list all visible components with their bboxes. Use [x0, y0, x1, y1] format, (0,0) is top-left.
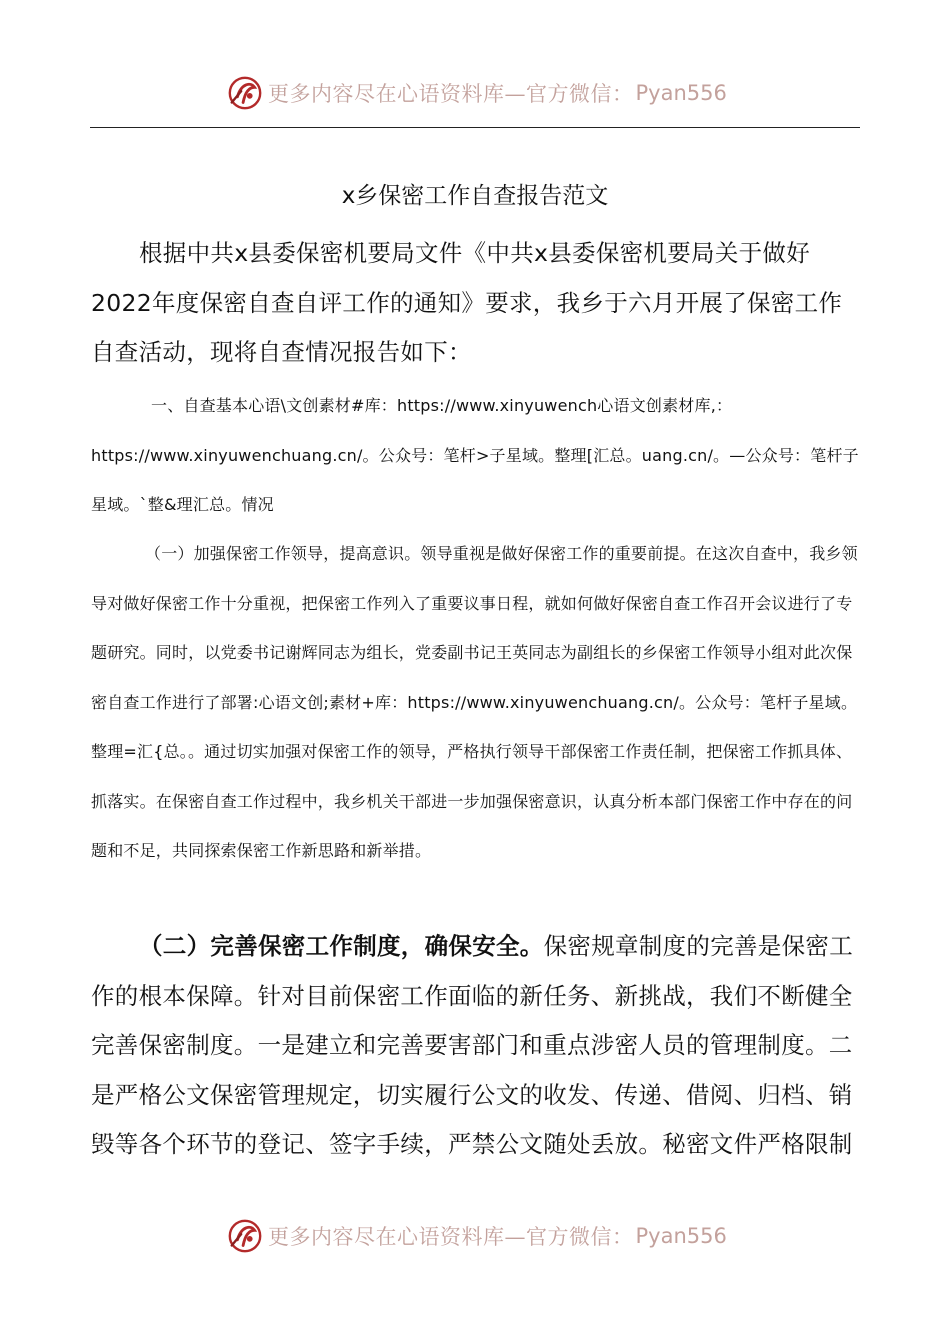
- brand-logo-icon: [226, 74, 264, 112]
- section-one-paragraph: 一、自查基本心语\文创素材#库：https://www.xinyuwench心语文创素材库,：https://www.xinyuwenchuang.cn/。公众号：笔杆>子星域。整理[汇总。uang.cn/。—公众号：笔杆子星域。`整&理汇总。情况: [91, 396, 859, 514]
- brand-logo-icon: [226, 1217, 264, 1255]
- subsection-two-paragraph: [91, 922, 861, 1170]
- wechat-id: Pyan556: [635, 1224, 727, 1248]
- wechat-id: Pyan556: [635, 81, 727, 105]
- header-banner: [0, 70, 950, 116]
- banner-text: 更多内容尽在心语资料库—官方微信：: [268, 1225, 634, 1249]
- intro-paragraph: 根据中共x县委保密机要局文件《中共x县委保密机要局关于做好2022年度保密自查自评工作的通知》要求，我乡于六月开展了保密工作自查活动，现将自查情况报告如下：: [91, 239, 843, 366]
- banner-text: 更多内容尽在心语资料库—官方微信：: [268, 82, 634, 106]
- document-title: x乡保密工作自查报告范文: [341, 183, 609, 209]
- footer-banner: [0, 1213, 950, 1259]
- subsection-one-paragraph: （一）加强保密工作领导，提高意识。领导重视是做好保密工作的重要前提。在这次自查中，我乡领导对做好保密工作十分重视，把保密工作列入了重要议事日程，就如何做好保密自查工作召开会议进行了专题研究。同时，以党委书记谢辉同志为组长，党委副书记王英同志为副组长的乡保密工作领导小组对此次保密自查工作进行了部署:心语文创;素材+库：https://www.xinyuwenchuang.cn/。公众号：笔杆子星域。整理=汇{总。。通过切实加强对保密工作的领导，严格执行领导干部保密工作责任制，把保密工作抓具体、抓落实。在保密自查工作过程中，我乡机关干部进一步加强保密意识，认真分析本部门保密工作中存在的问题和不足，共同探索保密工作新思路和新举措。: [91, 544, 858, 860]
- subsection-two-heading: （二）完善保密工作制度，确保安全。: [139, 932, 544, 960]
- header-divider: [90, 127, 860, 128]
- subsection-two-body: 保密规章制度的完善是保密工作的根本保障。针对目前保密工作面临的新任务、新挑战，我们不断健全完善保密制度。一是建立和完善要害部门和重点涉密人员的管理制度。二是严格公文保密管理规定，切实履行公文的收发、传递、借阅、归档、销毁等各个环节的登记、签字手续，严禁公文随处丢放。秘密文件严格限制: [91, 932, 854, 1158]
